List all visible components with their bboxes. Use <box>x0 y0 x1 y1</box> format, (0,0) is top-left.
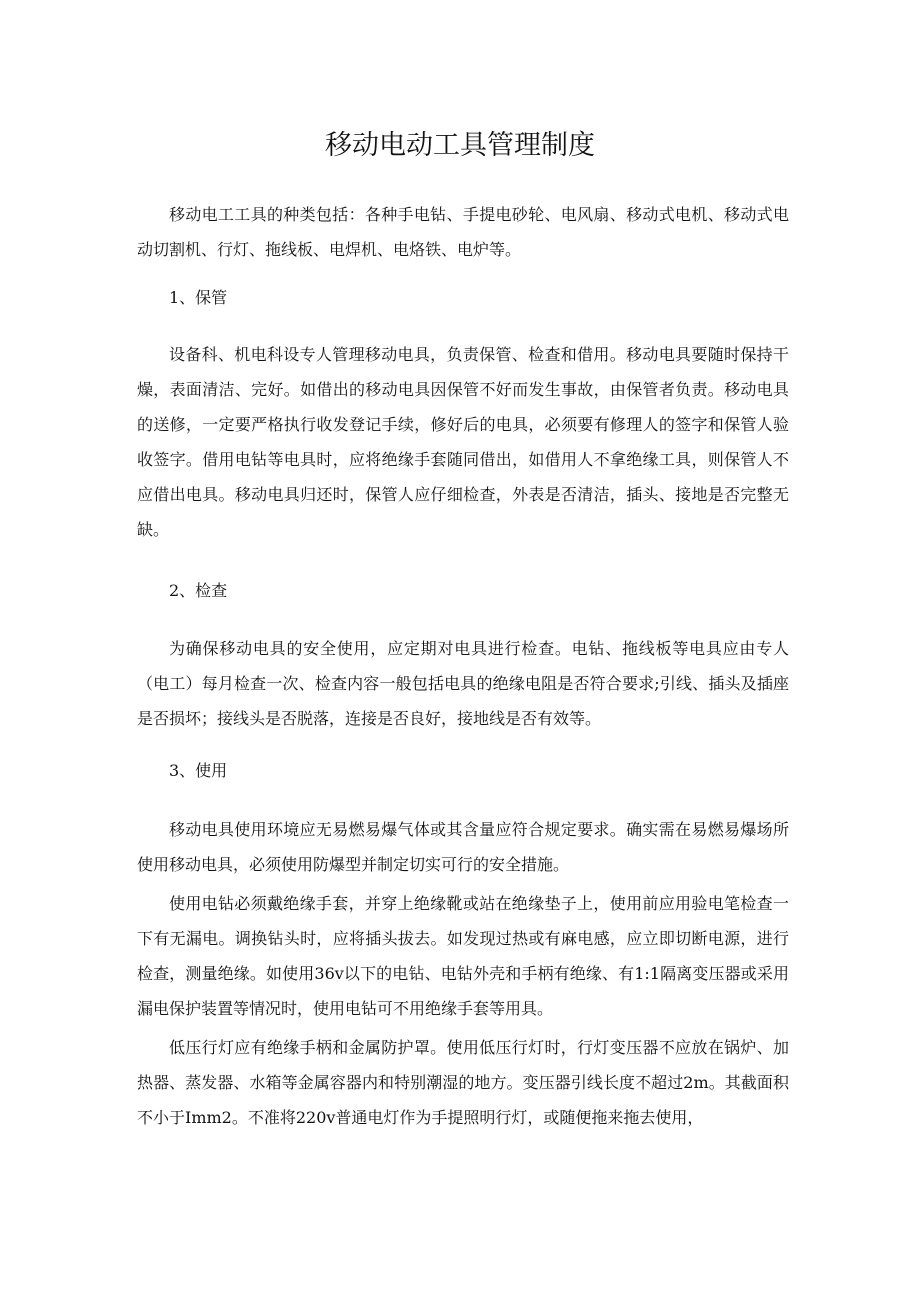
storage-paragraph: 设备科、机电科设专人管理移动电具，负责保管、检查和借用。移动电具要随时保持干燥，表面清洁、完好。如借出的移动电具因保管不好而发生事故，由保管者负责。移动电具的送修，一定要严格执行收发登记手续，修好后的电具，必须要有修理人的签字和保管人验收签字。借用电钻等电具时，应将绝缘手套随同借出，如借用人不拿绝缘工具，则保管人不应借出电具。移动电具归还时，保管人应仔细检查，外表是否清洁，插头、接地是否完整无缺。 <box>137 345 789 539</box>
usage-paragraph-drill: 使用电钻必须戴绝缘手套，并穿上绝缘靴或站在绝缘垫子上，使用前应用验电笔检查一下有无漏电。调换钻头时，应将插头拔去。如发现过热或有麻电感，应立即切断电源，进行检查，测量绝缘。如使用36v以下的电钻、电钻外壳和手柄有绝缘、有1:1隔离变压器或采用漏电保护装置等情况时，使用电钻可不用绝缘手套等用具。 <box>137 894 789 1018</box>
usage-paragraph-lamp: 低压行灯应有绝缘手柄和金属防护罩。使用低压行灯时，行灯变压器不应放在锅炉、加热器、蒸发器、水箱等金属容器内和特别潮湿的地方。变压器引线长度不超过2m。其截面积不小于Imm2。不准将220v普通电灯作为手提照明行灯，或随便拖来拖去使用， <box>137 1038 789 1127</box>
section-heading-usage: 3、使用 <box>169 761 228 780</box>
section-heading-inspection: 2、检查 <box>169 581 228 600</box>
usage-paragraph-environment: 移动电具使用环境应无易燃易爆气体或其含量应符合规定要求。确实需在易燃易爆场所使用移动电具，必须使用防爆型并制定切实可行的安全措施。 <box>137 820 789 874</box>
intro-paragraph: 移动电工工具的种类包括：各种手电钻、手提电砂轮、电风扇、移动式电机、移动式电动切割机、行灯、拖线板、电焊机、电烙铁、电炉等。 <box>137 205 789 259</box>
section-heading-storage: 1、保管 <box>169 288 228 307</box>
document-title: 移动电动工具管理制度 <box>325 130 595 161</box>
inspection-paragraph: 为确保移动电具的安全使用，应定期对电具进行检查。电钻、拖线板等电具应由专人（电工）每月检查一次、检查内容一般包括电具的绝缘电阻是否符合要求;引线、插头及插座是否损坏；接线头是否脱落，连接是否良好，接地线是否有效等。 <box>137 639 789 728</box>
